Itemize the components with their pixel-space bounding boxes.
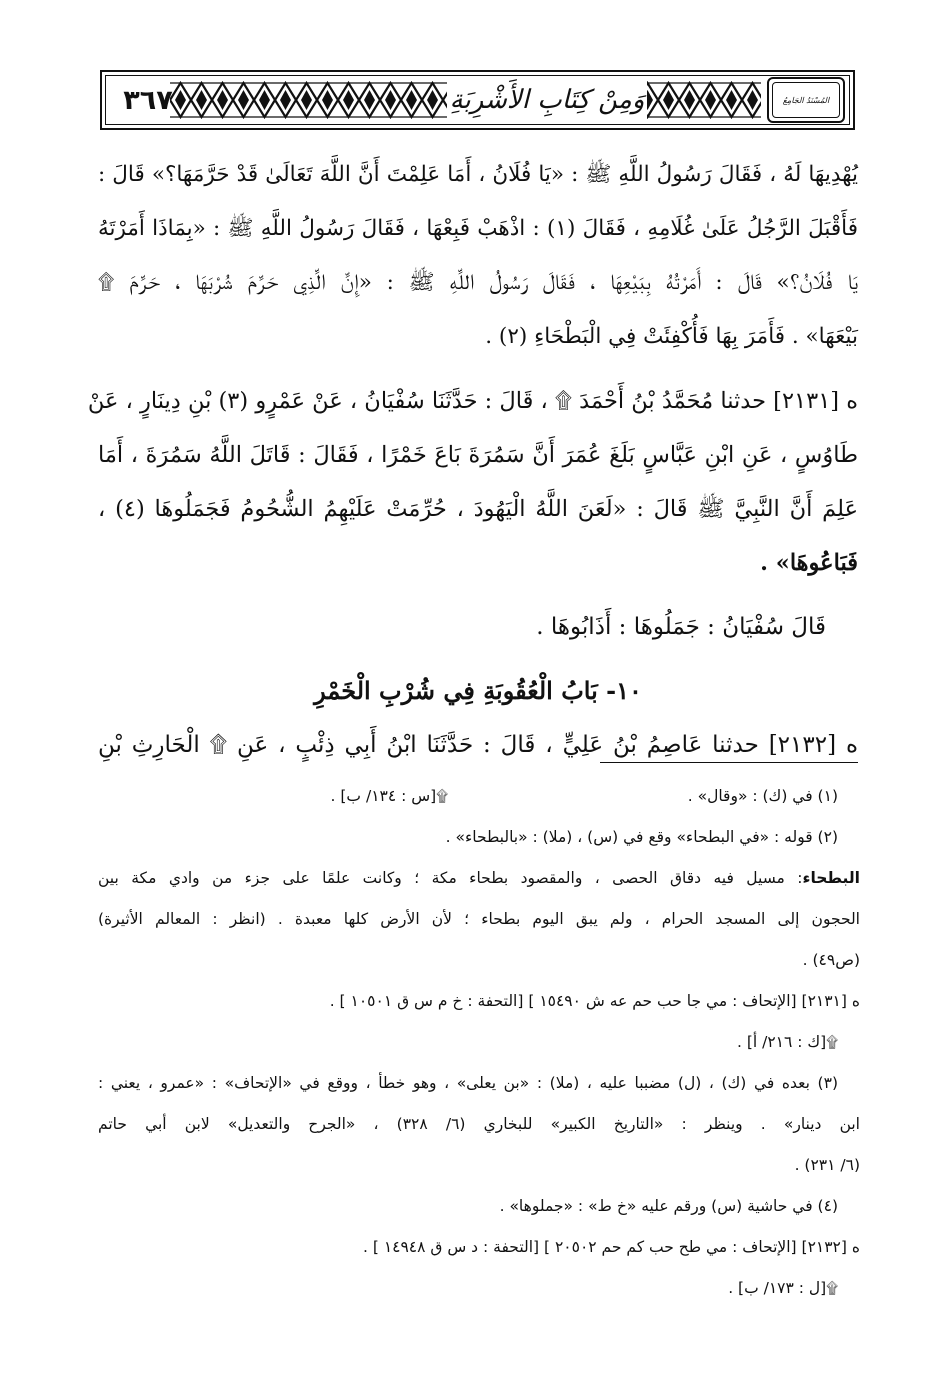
sufyan-comment: قَالَ سُفْيَانُ : جَمَلُوهَا : أَذَابُوهَا . [536,614,826,640]
footnote-2-definition-cont: الحجون إلى المسجد الحرام ، ولم يبق اليوم بطحاء ؛ لأن الأرض كلها معبدة . (انظر : المعالم الأثيرة) [98,910,860,928]
footnote-3: (٣) بعده في (ك) ، (ل) مضببا عليه ، (ملا) : «بن يعلى» ، وهو خطأ ، ووقع في «الإتحاف» : «عمرو ، يعني : [98,1074,838,1092]
text-line: فَأَقْبَلَ الرَّجُلُ عَلَىٰ غُلَامِهِ ، فَقَالَ (١) : اذْهَبْ فَبِعْهَا ، فَقَالَ رَسُولُ اللَّهِ ﷺ : «بِمَاذَا أَمَرْتَهُ [98,216,858,241]
page-header [100,70,855,130]
footnote-1-row [98,776,860,817]
paragraph-continuation [98,148,858,364]
running-title: وَمِنْ كِتَابِ الأَشْرِبَةِ [447,80,647,120]
footnote-3-end: (٦/ ٢٣١) . [794,1156,860,1174]
text-line: عَلِمَ أَنَّ النَّبِيَّ ﷺ قَالَ : «لَعَنَ اللَّهُ الْيَهُودَ ، حُرِّمَتْ عَلَيْهِمُ الشُّحُومُ فَجَمَلُوهَا (٤) ، [98,496,858,522]
takhrij-2131: ه [٢١٣١] [الإتحاف : مي جا حب حم عه ش ١٥٤٩٠ ] [التحفة : خ م س ق ١٠٥٠١ ] . [329,992,860,1010]
text-line: يَا فُلَانُ؟» قَالَ : أَمَرْتُهُ بِبَيْعِهَا ، فَقَالَ رَسُولُ اللَّهِ ﷺ : «إِنَّ الَّذِي حَرَّمَ شُرْبَهَا ، حَرَّمَ ۩ [98,270,858,295]
seal-inner-frame [772,82,840,118]
manuscript-ref-2131: ۩[ك : ٢١٦/ أ] . [736,1033,838,1051]
text-line: فَبَاعُوهَا» . [760,550,858,576]
footnote-2-definition-end: (ص٤٩) . [802,951,860,969]
manuscript-ref: ۩[س : ١٣٤/ ب] . [330,787,448,805]
text-line: ه [٢١٣١] حدثنا مُحَمَّدُ بْنُ أَحْمَدَ ۩ ، قَالَ : حَدَّثَنَا سُفْيَانُ ، عَنْ عَمْرٍو (٣) بْنِ دِينَارٍ ، عَنْ [87,388,858,414]
header-ornament-left [170,79,450,121]
text-line: يُهْدِيهَا لَهُ ، فَقَالَ رَسُولُ اللَّهِ ﷺ : «يَا فُلَانُ ، أَمَا عَلِمْتَ أَنَّ اللَّهَ تَعَالَىٰ قَدْ حَرَّمَهَا؟» قَالَ : [98,162,858,187]
footnote-4: (٤) في حاشية (س) ورقم عليه «خ ط» : «جملوها» . [499,1197,838,1215]
definition-text: : مسيل فيه دقاق الحصى ، والمقصود بطحاء مكة ؛ وكانت علمًا على جزء من وادي مكة بين [98,869,803,887]
page-number: ٣٦٧ [123,84,173,116]
text-line: طَاوُسٍ ، عَنِ ابْنِ عَبَّاسٍ بَلَغَ عُمَرَ أَنَّ سَمُرَةَ بَاعَ خَمْرًا ، فَقَالَ : قَاتَلَ اللَّهُ سَمُرَةَ ، أَمَا [98,442,858,468]
manuscript-ref-2132: ۩[ل : ١٧٣/ ب] . [728,1279,838,1297]
footnote-2-definition [98,858,860,899]
footnote-separator [600,762,858,763]
footnotes [98,776,860,1309]
main-text [87,148,858,772]
footnote-2: (٢) قوله : «في البطحاء» وقع في (س) ، (ملا) : «بالبطحاء» . [445,828,838,846]
chapter-heading: ١٠- بَابُ الْعُقُوبَةِ فِي شُرْبِ الْخَمْرِ [314,676,642,705]
hadith-2132: ه [٢١٣٢] حدثنا عَاصِمُ بْنُ عَلِيٍّ ، قَالَ : حَدَّثَنَا ابْنُ أَبِي ذِئْبٍ ، عَنِ ۩ الْحَارِثِ بْنِ [98,732,858,758]
publisher-seal [767,77,845,123]
text-line: بَيْعَهَا» . فَأَمَرَ بِهَا فَأُكْفِئَتْ فِي الْبَطْحَاءِ (٢) . [485,324,858,349]
takhrij-2132: ه [٢١٣٢] [الإتحاف : مي طح حب كم حم ٢٠٥٠٢ ] [التحفة : د س ق ١٤٩٤٨ ] . [362,1238,860,1256]
hadith-2131 [87,374,858,590]
defined-term: البطحاء [802,869,860,887]
footnote-1: (١) في (ك) : «وقال» . [687,787,838,805]
footnote-3-cont: ابن دينار» . وينظر : «التاريخ الكبير» للبخاري (٦/ ٣٢٨) ، «الجرح والتعديل» لابن أبي حاتم [98,1115,860,1133]
seal-text: المُسْنَدُ الجَامِعُ [782,95,830,105]
